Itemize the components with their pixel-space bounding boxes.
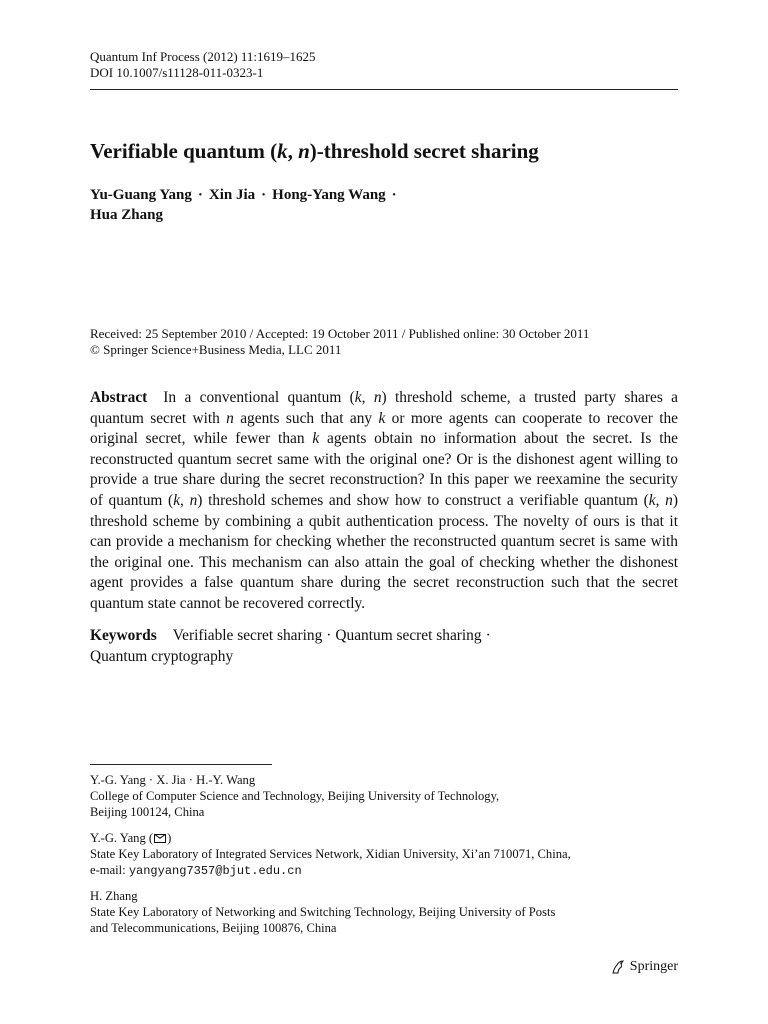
publisher-name: Springer (629, 959, 678, 974)
author-name: Hua Zhang (90, 207, 163, 223)
keyword-separator: · (485, 627, 491, 644)
email-line (90, 862, 690, 879)
corresponding-author: Y.-G. Yang (90, 831, 146, 845)
dates-line: Received: 25 September 2010 / Accepted: 19 October 2011 / Published online: 30 October 2011 (90, 326, 590, 341)
header-rule (90, 89, 678, 90)
publisher-logo (610, 958, 678, 976)
author-name: Hong-Yang Wang (272, 187, 386, 203)
author-name: Yu-Guang Yang (90, 187, 192, 203)
journal-header (90, 49, 316, 81)
envelope-icon (154, 834, 166, 843)
author-separator: · (391, 187, 397, 203)
title-k: k (277, 139, 288, 163)
author-name: Xin Jia (208, 187, 256, 203)
keyword: Verifiable secret sharing (172, 627, 323, 644)
abstract (90, 388, 678, 615)
keyword: Quantum cryptography (90, 647, 234, 665)
affiliation-line: State Key Laboratory of Integrated Services Network, Xidian University, Xi’an 710071, China, (90, 847, 571, 861)
affiliation-block (90, 888, 690, 936)
journal-doi: DOI 10.1007/s11128-011-0323-1 (90, 65, 264, 80)
email-label: e-mail: (90, 863, 129, 877)
keyword-separator: · (326, 627, 332, 644)
publication-dates (90, 326, 589, 358)
affiliation-line: Beijing 100124, China (90, 805, 205, 819)
author-separator: · (197, 187, 203, 203)
title-part: Verifiable quantum ( (90, 139, 278, 163)
keywords-label: Keywords (90, 627, 157, 644)
copyright-line: © Springer Science+Business Media, LLC 2011 (90, 342, 342, 357)
keyword: Quantum secret sharing (335, 627, 482, 644)
affiliation-names: Y.-G. Yang ( ) (90, 831, 172, 845)
journal-citation: Quantum Inf Process (2012) 11:1619–1625 (90, 49, 316, 64)
affiliation-line: State Key Laboratory of Networking and Switching Technology, Beijing University of Posts (90, 905, 556, 919)
title-part: )-threshold secret sharing (309, 139, 539, 163)
affiliation-block (90, 772, 690, 820)
keywords (90, 626, 678, 667)
abstract-label: Abstract (90, 389, 148, 406)
footnote-rule (90, 764, 272, 765)
affiliation-names: H. Zhang (90, 889, 138, 903)
affiliation-line: and Telecommunications, Beijing 100876, China (90, 921, 337, 935)
title-comma: , (287, 139, 299, 163)
affiliation-names: Y.-G. Yang · X. Jia · H.-Y. Wang (90, 773, 256, 787)
email-link[interactable]: yangyang7357@bjut.edu.cn (128, 864, 302, 878)
title-n: n (298, 139, 310, 163)
abstract-text: In a conventional quantum (k, n) threshold scheme, a trusted party shares a quantum secret with n agents such that any k or more agents can cooperate to recover the original secret, while fewer than k agents obtain no information about the secret. Is the reconstructed quantum secret same with the original one? Or is the dishonest agent willing to provide a true share during the secret reconstruction? In this paper we reexamine the security of quantum (k, n) threshold schemes and show how to construct a verifiable quantum (k, n) threshold scheme by combining a qubit authentication process. The novelty of ours is that it can provide a mechanism for checking whether the reconstructed quantum secret is same with the original one. This mechanism can also attain the goal of checking whether the dishonest agent provides a false quantum share during the secret reconstruction such that the secret quantum state cannot be recovered correctly. (90, 389, 678, 612)
author-separator: · (261, 187, 267, 203)
paper-title (90, 138, 539, 164)
affiliation-line: College of Computer Science and Technology, Beijing University of Technology, (90, 789, 500, 803)
author-list (90, 185, 678, 225)
affiliation-block (90, 830, 690, 879)
springer-horse-icon (610, 959, 626, 975)
